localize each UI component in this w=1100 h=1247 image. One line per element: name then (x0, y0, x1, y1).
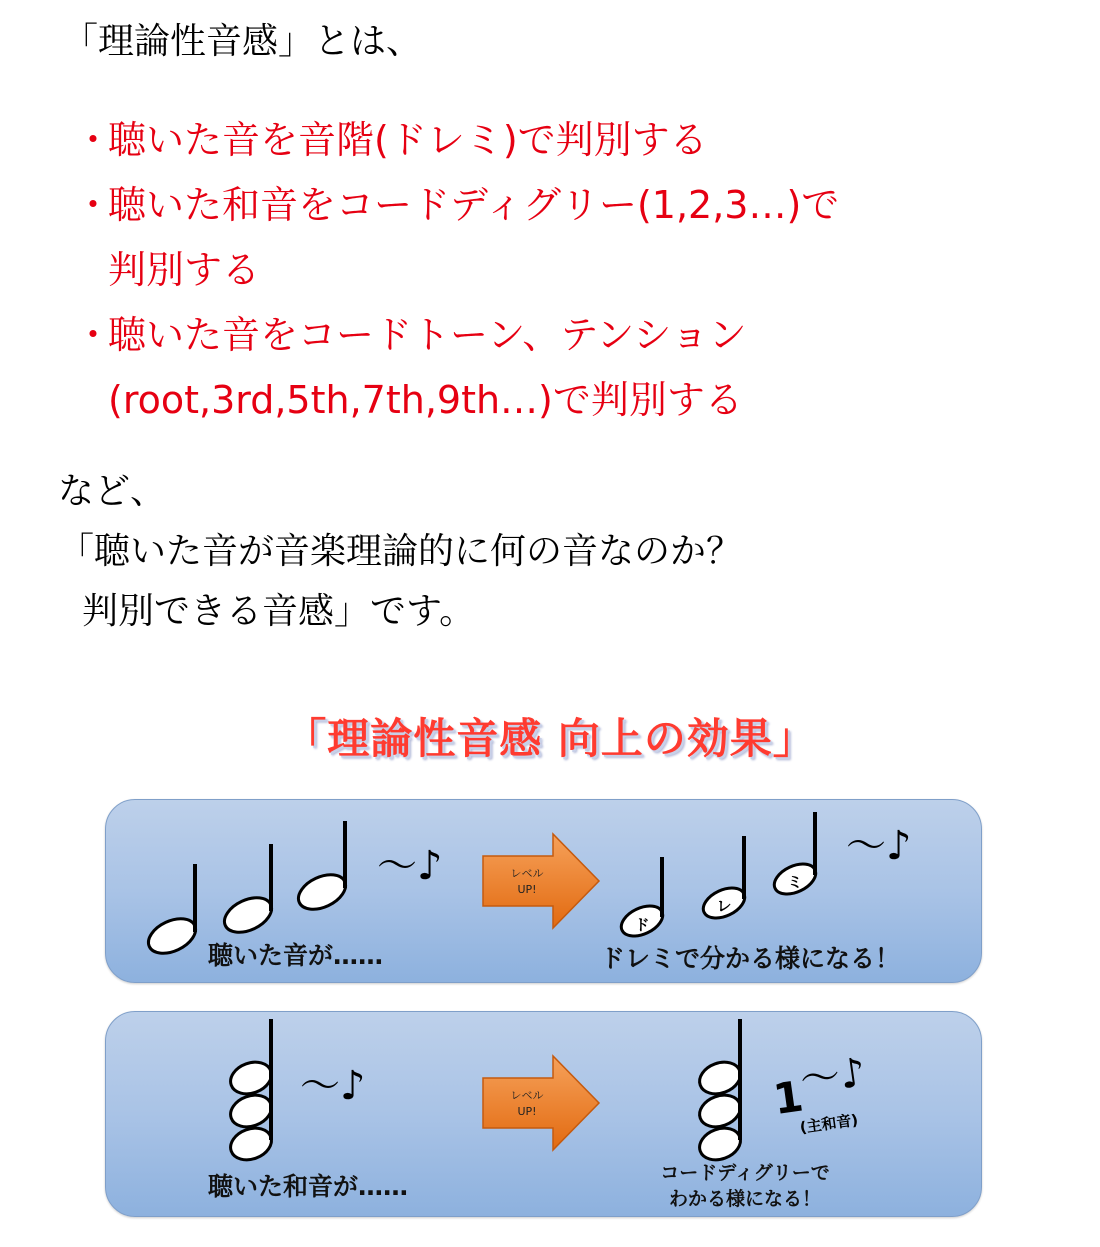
chord-note-icon (226, 1057, 276, 1100)
effects-heading: 「理論性音感 向上の効果」 (284, 714, 816, 763)
after-notes (617, 812, 821, 942)
after-caption: ドレミで分かる様になる！ (600, 944, 901, 973)
quarter-note-icon (293, 868, 351, 916)
chord-note-icon (695, 1057, 745, 1100)
red-bullet-list (74, 108, 1074, 433)
tilde-music-icon: ～♪ (377, 843, 443, 889)
panel-2-illustration (105, 1011, 980, 1215)
degree-number: 1 (770, 1071, 807, 1124)
quarter-note-icon (219, 891, 277, 939)
list-item (74, 173, 1074, 303)
note-label: レ (716, 897, 732, 915)
tilde-music-icon: ～♪ (846, 823, 912, 869)
tilde-music-icon: ～♪ (797, 1049, 869, 1105)
bullet: ・ (74, 183, 113, 227)
arrow-label: UP! (517, 1105, 537, 1118)
note-label: ド (634, 916, 650, 934)
list-item-line: 聴いた和音をコードディグリー(1,2,3…)で (108, 183, 840, 227)
outro-line: など、 (58, 471, 167, 512)
after-chord (695, 1019, 745, 1165)
quarter-note-icon (143, 912, 201, 960)
list-item (74, 108, 1074, 173)
bullet: ・ (74, 118, 113, 162)
level-up-arrow-icon (483, 834, 599, 928)
before-chord (226, 1019, 276, 1165)
chord-note-icon (226, 1090, 276, 1133)
outro-line: 判別できる音感」です。 (82, 591, 476, 632)
degree-note: (主和音) (798, 1110, 860, 1137)
arrow-label: レベル (510, 867, 544, 880)
list-item-line: 聴いた音をコードトーン、テンション (108, 313, 747, 357)
tilde-music-icon: ～♪ (300, 1063, 366, 1109)
arrow-label: レベル (510, 1089, 544, 1102)
before-caption: 聴いた和音が…… (208, 1172, 409, 1201)
chord-note-icon (695, 1123, 745, 1166)
intro-text: 「理論性音感」とは、 (62, 21, 423, 62)
arrow-label: UP! (517, 883, 537, 896)
after-caption-line: わかる様になる！ (668, 1188, 822, 1210)
chord-note-icon (226, 1123, 276, 1166)
panel-1-illustration (105, 799, 980, 981)
list-item-line: 聴いた音を音階(ドレミ)で判別する (108, 118, 708, 162)
chord-note-icon (695, 1090, 745, 1133)
outro-line: 「聴いた音が音楽理論的に何の音なのか？ (58, 531, 743, 572)
after-caption-line: コードディグリーで (660, 1162, 830, 1184)
list-item-line: (root,3rd,5th,7th,9th…)で判別する (108, 378, 743, 422)
outro-text (58, 462, 1058, 642)
before-caption: 聴いた音が…… (208, 941, 384, 970)
note-label: ミ (787, 873, 803, 891)
list-item-line: 判別する (108, 248, 261, 292)
before-notes (143, 821, 351, 960)
bullet: ・ (74, 313, 113, 357)
list-item (74, 303, 1074, 433)
level-up-arrow-icon (483, 1056, 599, 1150)
degree-label-group (768, 1049, 872, 1139)
